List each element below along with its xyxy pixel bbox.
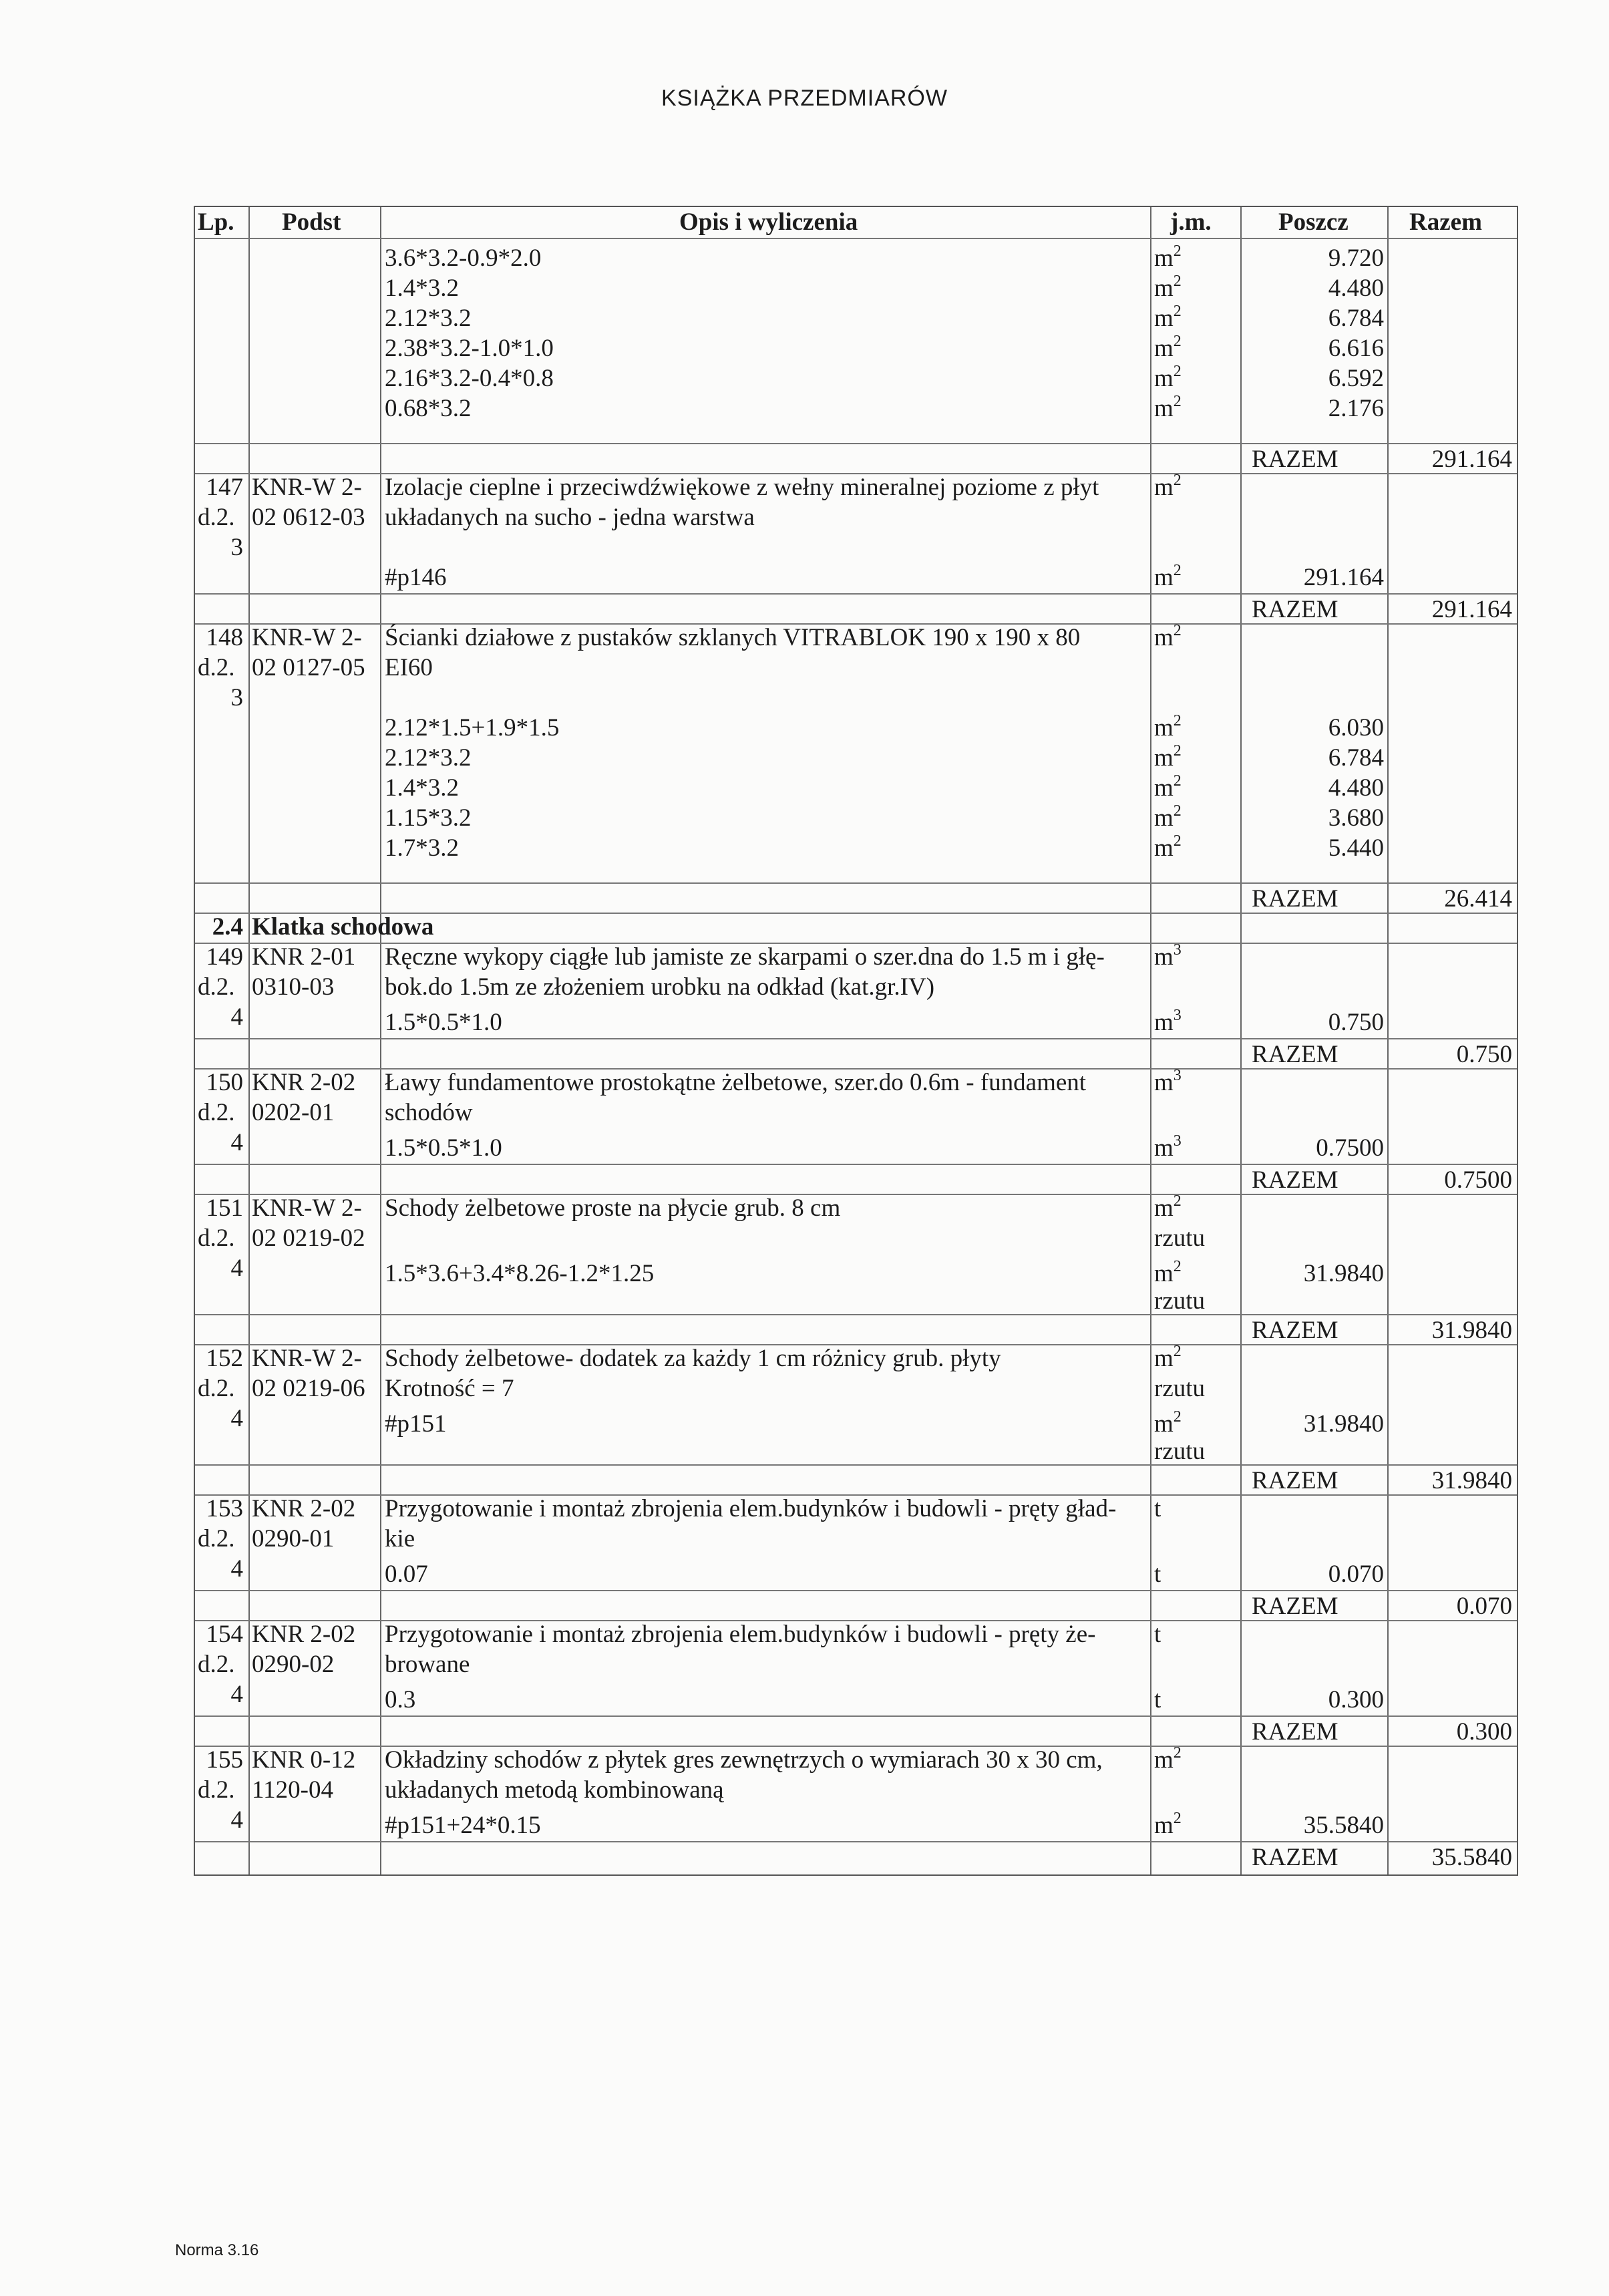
calc-expression: 1.5*0.5*1.0	[385, 1134, 502, 1162]
item-number: 152	[206, 1345, 243, 1372]
razem-value: 0.750	[1456, 1041, 1512, 1068]
partial-value: 6.616	[1328, 335, 1384, 362]
unit-label: rzutu	[1154, 1438, 1206, 1465]
partial-value: 6.030	[1328, 714, 1384, 742]
razem-value: 0.7500	[1444, 1166, 1512, 1194]
item-number: 148	[206, 624, 243, 651]
razem-label: RAZEM	[1252, 1041, 1338, 1068]
unit-label: t	[1154, 1561, 1161, 1588]
item-basis: 1120-04	[252, 1776, 333, 1804]
item-description: browane	[385, 1651, 470, 1678]
razem-value: 0.070	[1456, 1593, 1512, 1620]
unit-label: $m^2$	[1154, 363, 1182, 392]
partial-value: 2.176	[1328, 395, 1384, 422]
calc-expression: 0.3	[385, 1686, 416, 1713]
razem-value: 0.300	[1456, 1718, 1512, 1746]
unit-label: $m^2$	[1154, 832, 1182, 862]
razem-label: RAZEM	[1252, 1718, 1338, 1746]
unit-label: t	[1154, 1495, 1161, 1522]
partial-value: 0.7500	[1316, 1134, 1384, 1162]
item-chapter: 4	[230, 1555, 243, 1583]
calc-expression: 1.5*3.6+3.4*8.26-1.2*1.25	[385, 1260, 655, 1287]
razem-label: RAZEM	[1252, 885, 1338, 913]
unit-label: $m^3$	[1154, 1132, 1182, 1162]
row-divider	[195, 1464, 1517, 1466]
item-chapter: 4	[230, 1255, 243, 1282]
row-divider	[195, 1715, 1517, 1717]
item-description: Przygotowanie i montaż zbrojenia elem.budynków i budowli - pręty że-	[385, 1621, 1096, 1648]
row-divider	[195, 1038, 1517, 1039]
item-chapter: 4	[230, 1129, 243, 1156]
unit-label: $m^2$	[1154, 712, 1182, 742]
item-chapter: d.2.	[198, 1375, 235, 1402]
item-chapter: d.2.	[198, 1224, 235, 1252]
item-description: Schody żelbetowe- dodatek za każdy 1 cm różnicy grub. płyty	[385, 1345, 1001, 1372]
partial-value: 0.300	[1328, 1686, 1384, 1713]
calc-expression: 2.12*1.5+1.9*1.5	[385, 714, 560, 742]
unit-label: $m^2$	[1154, 1408, 1182, 1438]
col-header-podst: Podst	[282, 208, 341, 236]
unit-label: $m^2$	[1154, 273, 1182, 302]
row-divider	[195, 882, 1517, 884]
razem-value: 31.9840	[1431, 1317, 1512, 1344]
item-basis: 02 0219-06	[252, 1375, 365, 1402]
item-chapter: d.2.	[198, 654, 235, 681]
calc-expression: 1.15*3.2	[385, 804, 472, 832]
col-header-jm: j.m.	[1170, 208, 1212, 236]
item-chapter: 4	[230, 1405, 243, 1432]
section-title: Klatka schodowa	[252, 913, 434, 941]
unit-label: $m^3$	[1154, 1067, 1182, 1096]
calc-expression: 1.5*0.5*1.0	[385, 1009, 502, 1036]
unit-label: $m^2$	[1154, 1258, 1182, 1287]
item-chapter: 4	[230, 1681, 243, 1708]
item-basis: 0290-01	[252, 1525, 335, 1552]
item-chapter: d.2.	[198, 1525, 235, 1552]
item-basis: 02 0612-03	[252, 504, 365, 531]
item-description: Schody żelbetowe proste na płycie grub. 8 cm	[385, 1194, 841, 1222]
item-number: 153	[206, 1495, 243, 1522]
item-chapter: 4	[230, 1806, 243, 1834]
razem-value: 35.5840	[1431, 1844, 1512, 1871]
item-chapter: d.2.	[198, 504, 235, 531]
item-basis: KNR-W 2-	[252, 1345, 362, 1372]
razem-label: RAZEM	[1252, 446, 1338, 473]
row-divider	[195, 1164, 1517, 1165]
razem-value: 31.9840	[1431, 1467, 1512, 1494]
item-description: Ścianki działowe z pustaków szklanych VITRABLOK 190 x 190 x 80	[385, 624, 1081, 651]
unit-label: rzutu	[1154, 1224, 1206, 1252]
estimate-table	[194, 206, 1518, 1876]
item-description: układanych na sucho - jedna warstwa	[385, 504, 755, 531]
partial-value: 31.9840	[1303, 1260, 1384, 1287]
razem-value: 26.414	[1444, 885, 1512, 913]
calc-expression: #p151+24*0.15	[385, 1812, 541, 1839]
item-basis: KNR-W 2-	[252, 1194, 362, 1222]
unit-label: $m^2$	[1154, 1343, 1182, 1372]
unit-label: $m^3$	[1154, 1007, 1182, 1036]
row-divider	[195, 1841, 1517, 1842]
header-underline	[195, 238, 1517, 239]
calc-expression: 1.4*3.2	[385, 275, 459, 302]
item-number: 154	[206, 1621, 243, 1648]
row-divider	[195, 443, 1517, 444]
calc-expression: #p151	[385, 1410, 447, 1438]
razem-label: RAZEM	[1252, 1317, 1338, 1344]
unit-label: $m^2$	[1154, 562, 1182, 591]
footer-version: Norma 3.16	[175, 2241, 259, 2259]
item-description: schodów	[385, 1099, 473, 1126]
partial-value: 0.750	[1328, 1009, 1384, 1036]
unit-label: $m^2$	[1154, 772, 1182, 802]
razem-label: RAZEM	[1252, 1166, 1338, 1194]
unit-label: $m^2$	[1154, 802, 1182, 832]
item-basis: 0290-02	[252, 1651, 335, 1678]
item-description: Okładziny schodów z płytek gres zewnętrzych o wymiarach 30 x 30 cm,	[385, 1746, 1103, 1774]
partial-value: 291.164	[1303, 564, 1384, 591]
razem-label: RAZEM	[1252, 1844, 1338, 1871]
unit-label: rzutu	[1154, 1287, 1206, 1315]
col-divider	[248, 207, 250, 1874]
col-header-razem: Razem	[1409, 208, 1482, 236]
item-description: Ręczne wykopy ciągłe lub jamiste ze skarpami o szer.dna do 1.5 m i głę-	[385, 943, 1105, 971]
unit-label: $m^2$	[1154, 622, 1182, 651]
partial-value: 6.784	[1328, 305, 1384, 332]
razem-value: 291.164	[1431, 596, 1512, 623]
item-basis: KNR-W 2-	[252, 474, 362, 501]
unit-label: t	[1154, 1621, 1161, 1648]
partial-value: 4.480	[1328, 774, 1384, 802]
item-chapter: 3	[230, 684, 243, 711]
item-basis: KNR 2-01	[252, 943, 356, 971]
calc-expression: 2.12*3.2	[385, 305, 472, 332]
col-header-poszcz: Poszcz	[1278, 208, 1349, 236]
item-chapter: d.2.	[198, 1776, 235, 1804]
unit-label: $m^3$	[1154, 941, 1182, 971]
item-chapter: 3	[230, 534, 243, 561]
col-divider	[1240, 207, 1242, 1874]
partial-value: 6.784	[1328, 744, 1384, 772]
unit-label: $m^2$	[1154, 1744, 1182, 1774]
item-basis: KNR 2-02	[252, 1069, 356, 1096]
calc-expression: 1.4*3.2	[385, 774, 459, 802]
unit-label: $m^2$	[1154, 1810, 1182, 1839]
calc-expression: 3.6*3.2-0.9*2.0	[385, 244, 542, 272]
page-title: KSIĄŻKA PRZEDMIARÓW	[661, 86, 948, 111]
partial-value: 6.592	[1328, 365, 1384, 392]
item-basis: KNR-W 2-	[252, 624, 362, 651]
item-basis: KNR 2-02	[252, 1495, 356, 1522]
partial-value: 0.070	[1328, 1561, 1384, 1588]
razem-label: RAZEM	[1252, 1593, 1338, 1620]
calc-expression: 2.16*3.2-0.4*0.8	[385, 365, 554, 392]
partial-value: 5.440	[1328, 834, 1384, 862]
razem-label: RAZEM	[1252, 1467, 1338, 1494]
item-description: Przygotowanie i montaż zbrojenia elem.budynków i budowli - pręty gład-	[385, 1495, 1117, 1522]
item-description: układanych metodą kombinowaną	[385, 1776, 724, 1804]
col-header-opis: Opis i wyliczenia	[679, 208, 858, 236]
unit-label: $m^2$	[1154, 1192, 1182, 1222]
item-number: 149	[206, 943, 243, 971]
razem-value: 291.164	[1431, 446, 1512, 473]
calc-expression: 2.38*3.2-1.0*1.0	[385, 335, 554, 362]
item-chapter: 4	[230, 1003, 243, 1031]
row-divider	[195, 1590, 1517, 1591]
unit-label: t	[1154, 1686, 1161, 1713]
item-number: 155	[206, 1746, 243, 1774]
item-number: 147	[206, 474, 243, 501]
col-divider	[1150, 207, 1151, 1874]
row-divider	[195, 593, 1517, 595]
calc-expression: 0.07	[385, 1561, 428, 1588]
partial-value: 31.9840	[1303, 1410, 1384, 1438]
row-divider	[195, 1314, 1517, 1315]
unit-label: $m^2$	[1154, 742, 1182, 772]
calc-expression: 0.68*3.2	[385, 395, 472, 422]
item-description: Izolacje cieplne i przeciwdźwiękowe z wełny mineralnej poziome z płyt	[385, 474, 1099, 501]
unit-label: rzutu	[1154, 1375, 1206, 1402]
unit-label: $m^2$	[1154, 472, 1182, 501]
calc-expression: 1.7*3.2	[385, 834, 459, 862]
razem-label: RAZEM	[1252, 596, 1338, 623]
item-basis: 02 0127-05	[252, 654, 365, 681]
item-basis: 0202-01	[252, 1099, 335, 1126]
partial-value: 4.480	[1328, 275, 1384, 302]
partial-value: 3.680	[1328, 804, 1384, 832]
item-description: bok.do 1.5m ze złożeniem urobku na odkład (kat.gr.IV)	[385, 973, 935, 1001]
item-chapter: d.2.	[198, 1651, 235, 1678]
item-basis: 0310-03	[252, 973, 335, 1001]
item-chapter: d.2.	[198, 973, 235, 1001]
partial-value: 35.5840	[1303, 1812, 1384, 1839]
unit-label: $m^2$	[1154, 333, 1182, 362]
section-number: 2.4	[212, 913, 243, 941]
item-number: 151	[206, 1194, 243, 1222]
item-description: Ławy fundamentowe prostokątne żelbetowe, szer.do 0.6m - fundament	[385, 1069, 1087, 1096]
item-description: kie	[385, 1525, 415, 1552]
item-basis: KNR 2-02	[252, 1621, 356, 1648]
unit-label: $m^2$	[1154, 242, 1182, 272]
unit-label: $m^2$	[1154, 393, 1182, 422]
item-description: EI60	[385, 654, 433, 681]
calc-expression: 2.12*3.2	[385, 744, 472, 772]
item-number: 150	[206, 1069, 243, 1096]
item-basis: KNR 0-12	[252, 1746, 356, 1774]
partial-value: 9.720	[1328, 244, 1384, 272]
col-divider	[380, 207, 381, 1874]
item-basis: 02 0219-02	[252, 1224, 365, 1252]
col-header-lp: Lp.	[198, 208, 234, 236]
item-chapter: d.2.	[198, 1099, 235, 1126]
unit-label: $m^2$	[1154, 303, 1182, 332]
item-description: Krotność = 7	[385, 1375, 514, 1402]
calc-expression: #p146	[385, 564, 447, 591]
